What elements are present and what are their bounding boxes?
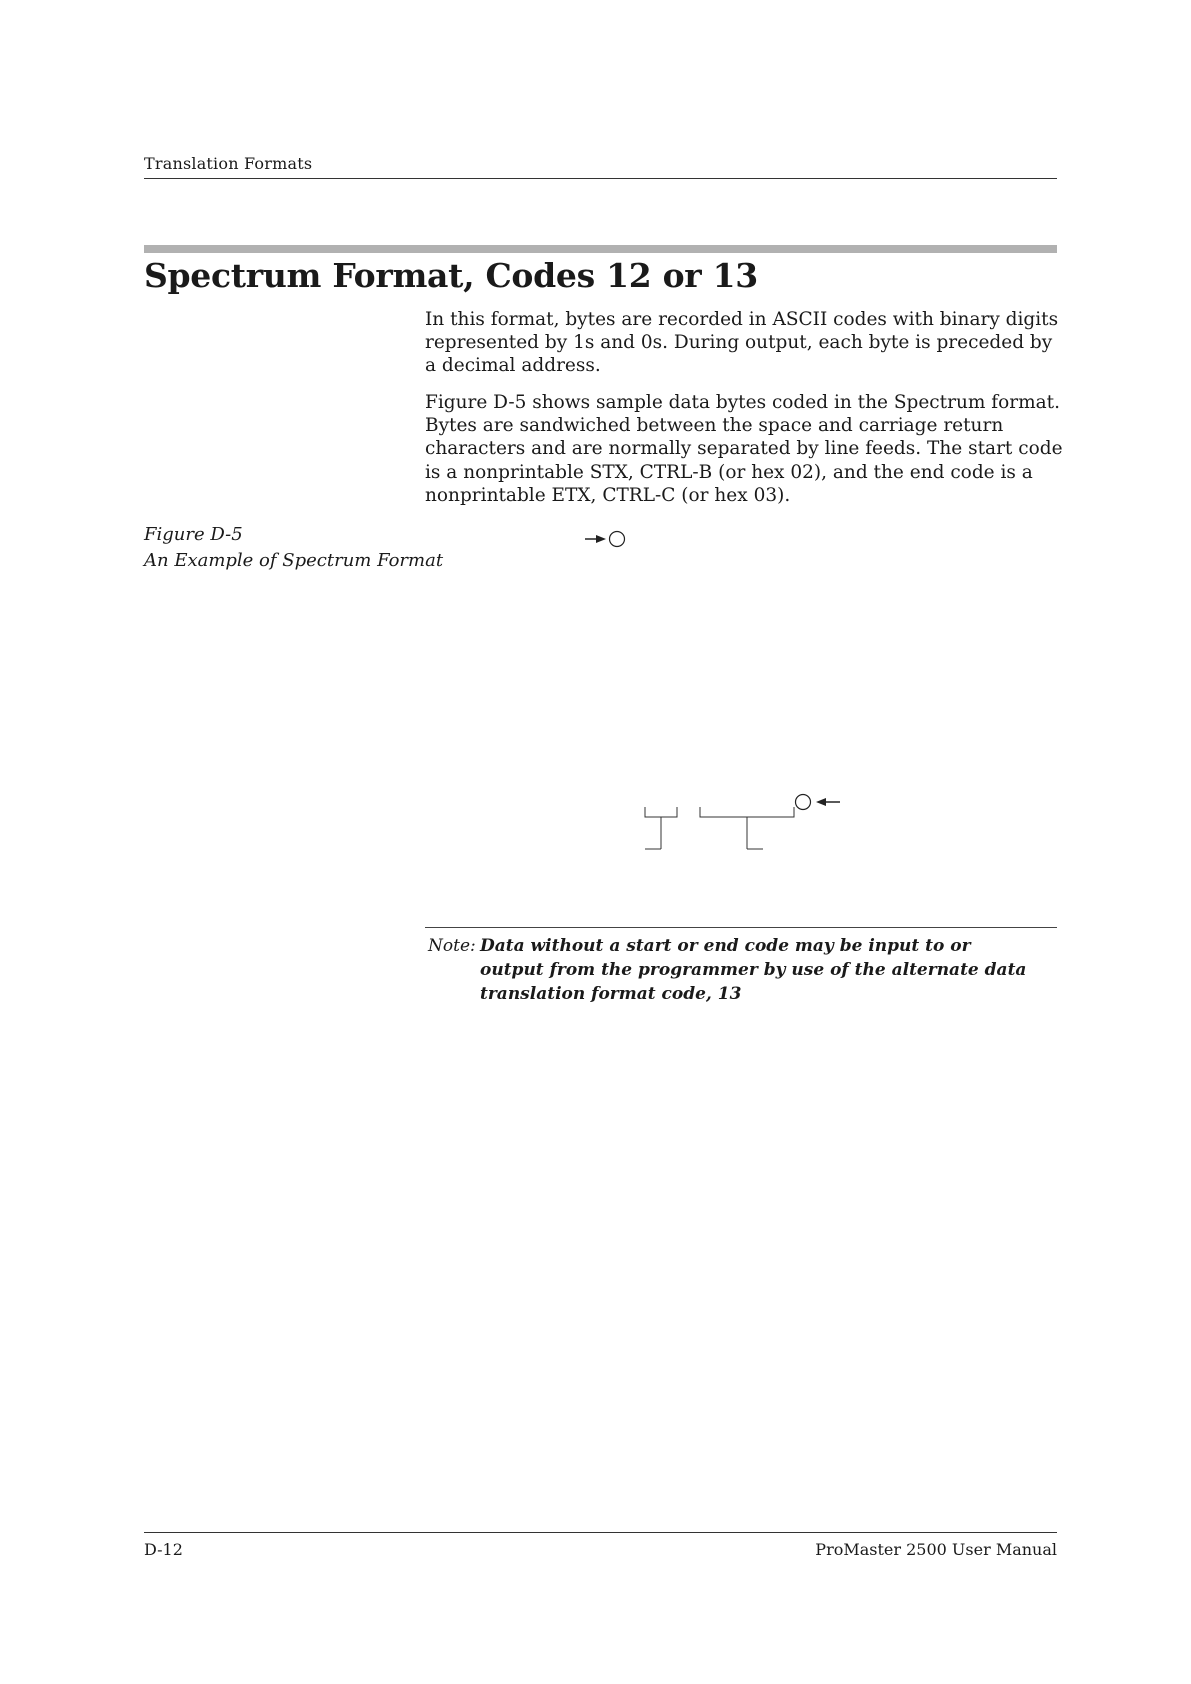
header-rule	[144, 178, 1057, 179]
body-paragraph-1: In this format, bytes are recorded in ASCII codes with binary digits represented by 1s and 0s. During output, each byte is preceded by a decimal address.	[425, 309, 1059, 377]
section-title-bar	[144, 245, 1057, 253]
arrow-right-icon	[585, 535, 606, 543]
bracket-lines	[645, 807, 794, 849]
note-text: Data without a start or end code may be input to or output from the programmer by use of the alternate data translation format code, 13	[480, 936, 1027, 1004]
footer-rule	[144, 1532, 1057, 1533]
note-rule	[425, 927, 1057, 928]
circle-icon	[796, 795, 811, 810]
page-number: D-12	[144, 1540, 183, 1559]
figure-number: Figure D-5	[144, 524, 243, 545]
note-label: Note:	[428, 936, 476, 956]
circle-icon	[610, 532, 625, 547]
body-paragraph-2: Figure D-5 shows sample data bytes coded in the Spectrum format. Bytes are sandwiched between the space and carriage return characters and are normally separated by line feeds. The start code is a nonprintable STX, CTRL-B (or hex 02), and the end code is a nonprintable ETX, CTRL-C (or hex 03).	[425, 392, 1063, 506]
figure-title: An Example of Spectrum Format	[144, 550, 444, 571]
spectrum-format-figure	[570, 520, 860, 860]
arrow-left-icon	[816, 798, 840, 806]
manual-title: ProMaster 2500 User Manual	[815, 1540, 1057, 1559]
running-head: Translation Formats	[144, 154, 313, 173]
section-title: Spectrum Format, Codes 12 or 13	[144, 256, 758, 295]
figure-caption	[144, 522, 443, 574]
